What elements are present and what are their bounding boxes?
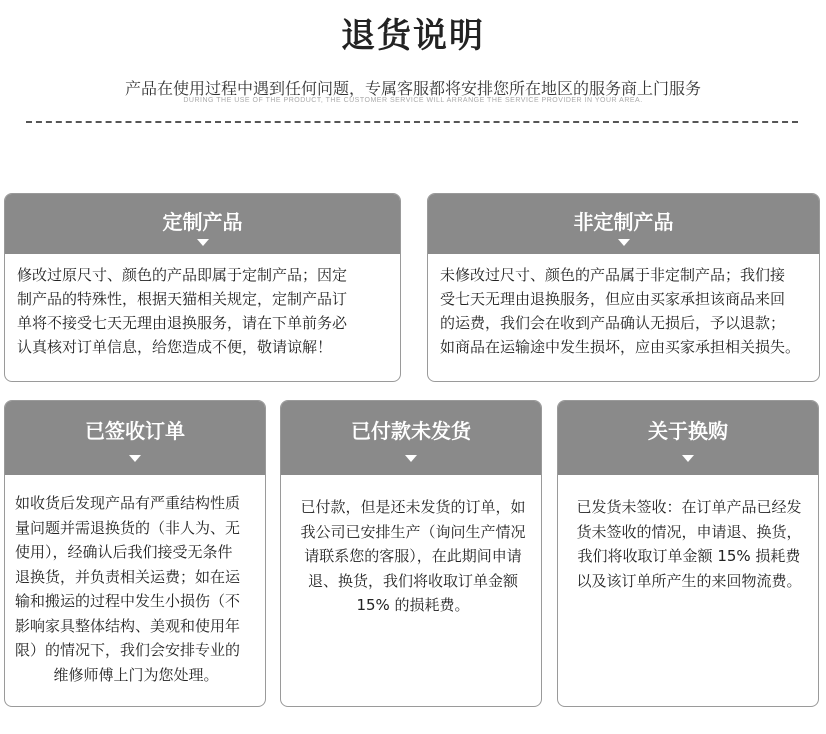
card-custom-product — [4, 193, 401, 382]
card-text-line: 已付款，但是还未发货的订单，如 — [300, 498, 526, 516]
caret-down-icon — [682, 455, 694, 462]
card-header — [281, 401, 541, 475]
card-header — [5, 401, 265, 475]
card-text-line: 如收货后发现产品有严重结构性质 — [15, 494, 241, 512]
card-title: 已签收订单 — [85, 419, 185, 443]
card-text-line: 受七天无理由退换服务，但应由买家承担该商品来回 — [440, 290, 786, 308]
card-text-line: 认真核对订单信息，给您造成不便，敬请谅解！ — [17, 338, 333, 356]
card-text-line: 修改过原尺寸、颜色的产品即属于定制产品；因定 — [17, 266, 348, 284]
card-non-custom-product — [427, 193, 820, 382]
card-header — [558, 401, 818, 475]
card-title: 非定制产品 — [573, 210, 674, 234]
page-title: 退货说明 — [341, 16, 485, 56]
card-title: 关于换购 — [648, 419, 728, 443]
card-text-line: 请联系您的客服），在此期间申请 — [304, 547, 522, 565]
card-text-line: 维修师傅上门为您处理。 — [53, 665, 219, 684]
card-paid-not-shipped — [280, 400, 542, 707]
card-text-line: 如商品在运输途中发生损坏，应由买家承担相关损失。 — [440, 338, 801, 356]
card-text-line: 限）的情况下，我们会安排专业的 — [15, 641, 241, 659]
card-body — [5, 254, 400, 359]
card-text-line: 单将不接受七天无理由退换服务，请在下单前务必 — [17, 314, 348, 332]
page-subtitle-english: DURING THE USE OF THE PRODUCT, THE CUSTOMER SERVICE WILL ARRANGE THE SERVICE PROVIDER IN YOUR AREA. — [183, 97, 643, 104]
card-text-line: 我们将收取订单金额 15% 损耗费 — [577, 547, 801, 565]
card-exchange — [557, 400, 819, 707]
card-body — [428, 254, 819, 359]
card-text-line: 的运费，我们会在收到产品确认无损后，予以退款； — [440, 314, 786, 332]
card-body — [281, 475, 541, 618]
caret-down-icon — [618, 239, 630, 246]
card-header — [5, 194, 400, 254]
card-header — [428, 194, 819, 254]
caret-down-icon — [129, 455, 141, 462]
caret-down-icon — [197, 239, 209, 246]
card-text-line: 未修改过尺寸、颜色的产品属于非定制产品；我们接 — [440, 266, 786, 284]
card-text-line: 退、换货，我们将收取订单金额 — [307, 571, 518, 590]
card-text-line: 输和搬运的过程中发生小损伤（不 — [15, 592, 241, 610]
card-body — [558, 475, 818, 593]
card-text-line: 制产品的特殊性，根据天猫相关规定，定制产品订 — [17, 290, 348, 308]
dashed-divider — [26, 121, 798, 123]
card-text-line: 退换货，并负责相关运费；如在运 — [15, 567, 241, 586]
card-title: 定制产品 — [162, 210, 243, 234]
card-title: 已付款未发货 — [351, 419, 471, 443]
page-subtitle: 产品在使用过程中遇到任何问题，专属客服都将安排您所在地区的服务商上门服务 — [124, 79, 701, 98]
card-text-line: 影响家具整体结构、美观和使用年 — [15, 616, 241, 635]
caret-down-icon — [405, 455, 417, 462]
card-text-line: 以及该订单所产生的来回物流费。 — [576, 571, 802, 590]
card-text-line: 量问题并需退换货的（非人为、无 — [15, 518, 241, 537]
card-text-line: 我公司已安排生产（询问生产情况 — [300, 522, 526, 541]
card-text-line: 货未签收的情况，申请退、换货， — [576, 522, 802, 541]
card-text-line: 使用），经确认后我们接受无条件 — [15, 543, 233, 561]
card-text-line: 15% 的损耗费。 — [356, 596, 470, 614]
card-body — [5, 475, 265, 687]
card-signed-order — [4, 400, 266, 707]
card-text-line: 已发货未签收：在订单产品已经发 — [576, 498, 802, 516]
